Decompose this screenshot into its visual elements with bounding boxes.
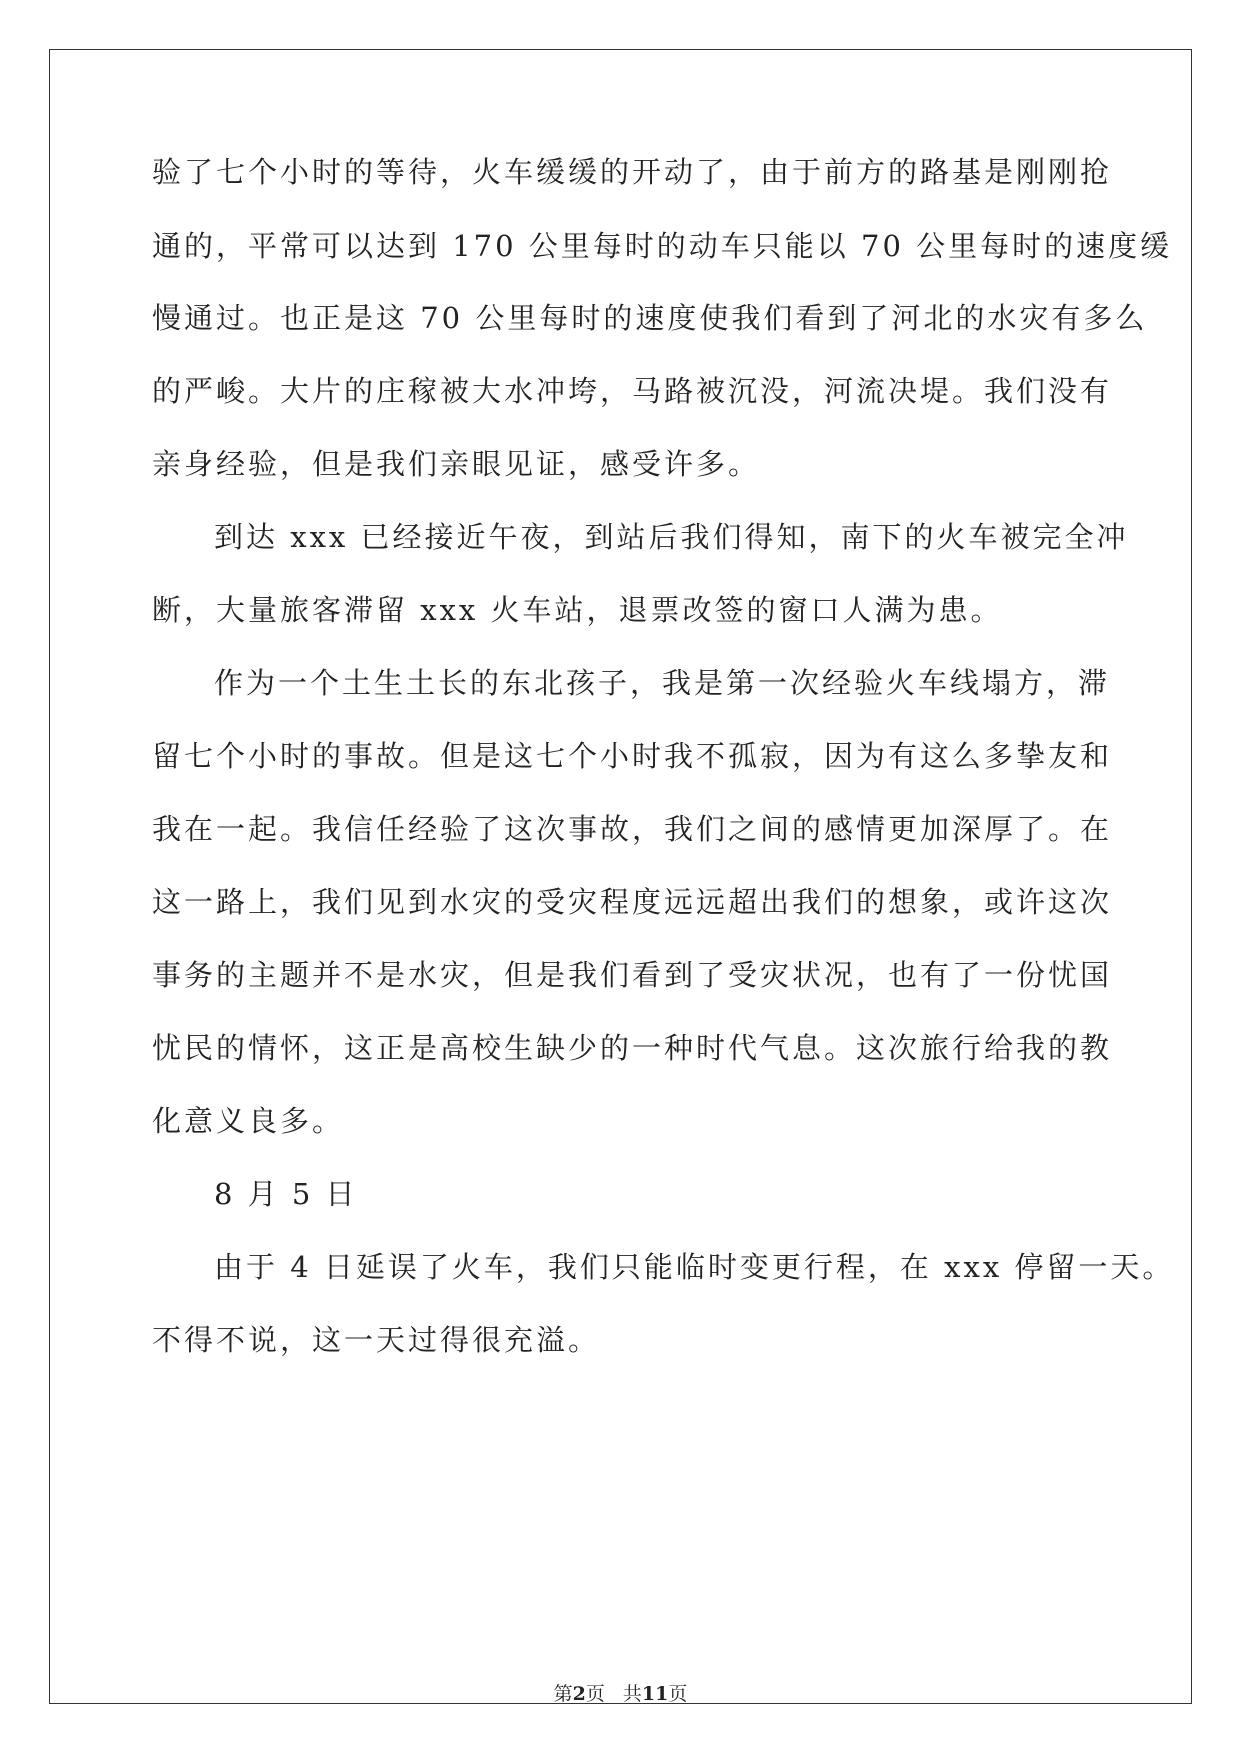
text-line: 不得不说，这一天过得很充溢。 (152, 1323, 601, 1357)
text-line: 作为一个土生土长的东北孩子，我是第一次经验火车线塌方，滞 (214, 666, 1111, 700)
text-line: 由于 4 日延误了火车，我们只能临时变更行程，在 xxx 停留一天。 (214, 1250, 1175, 1284)
text-line: 验了七个小时的等待，火车缓缓的开动了，由于前方的路基是刚刚抢 (152, 155, 1113, 189)
date-heading: 8 月 5 日 (214, 1177, 358, 1211)
text-line: 忧民的情怀，这正是高校生缺少的一种时代气息。这次旅行给我的教 (152, 1031, 1113, 1065)
text-line: 留七个小时的事故。但是这七个小时我不孤寂，因为有这么多挚友和 (152, 739, 1113, 773)
page-suffix: 页 (585, 1683, 605, 1705)
text-line: 断，大量旅客滞留 xxx 火车站，退票改签的窗口人满为患。 (152, 593, 1003, 627)
text-line: 这一路上，我们见到水灾的受灾程度远远超出我们的想象，或许这次 (152, 885, 1113, 919)
text-line: 事务的主题并不是水灾，但是我们看到了受灾状况，也有了一份忧国 (152, 958, 1113, 992)
text-line: 到达 xxx 已经接近午夜，到站后我们得知，南下的火车被完全冲 (214, 520, 1129, 554)
total-pages: 11 (641, 1683, 669, 1705)
page-footer (0, 1682, 1241, 1706)
text-line: 慢通过。也正是这 70 公里每时的速度使我们看到了河北的水灾有多么 (152, 301, 1148, 335)
text-line: 化意义良多。 (152, 1104, 345, 1138)
page-number: 2 (572, 1683, 586, 1705)
text-line: 我在一起。我信任经验了这次事故，我们之间的感情更加深厚了。在 (152, 812, 1113, 846)
total-suffix: 页 (668, 1683, 688, 1705)
text-line: 通的，平常可以达到 170 公里每时的动车只能以 70 公里每时的速度缓 (152, 229, 1173, 263)
text-line: 亲身经验，但是我们亲眼见证，感受许多。 (152, 447, 761, 481)
text-line: 的严峻。大片的庄稼被大水冲垮，马路被沉没，河流决堤。我们没有 (152, 374, 1113, 408)
total-prefix: 共 (622, 1683, 642, 1705)
page-prefix: 第 (553, 1683, 573, 1705)
